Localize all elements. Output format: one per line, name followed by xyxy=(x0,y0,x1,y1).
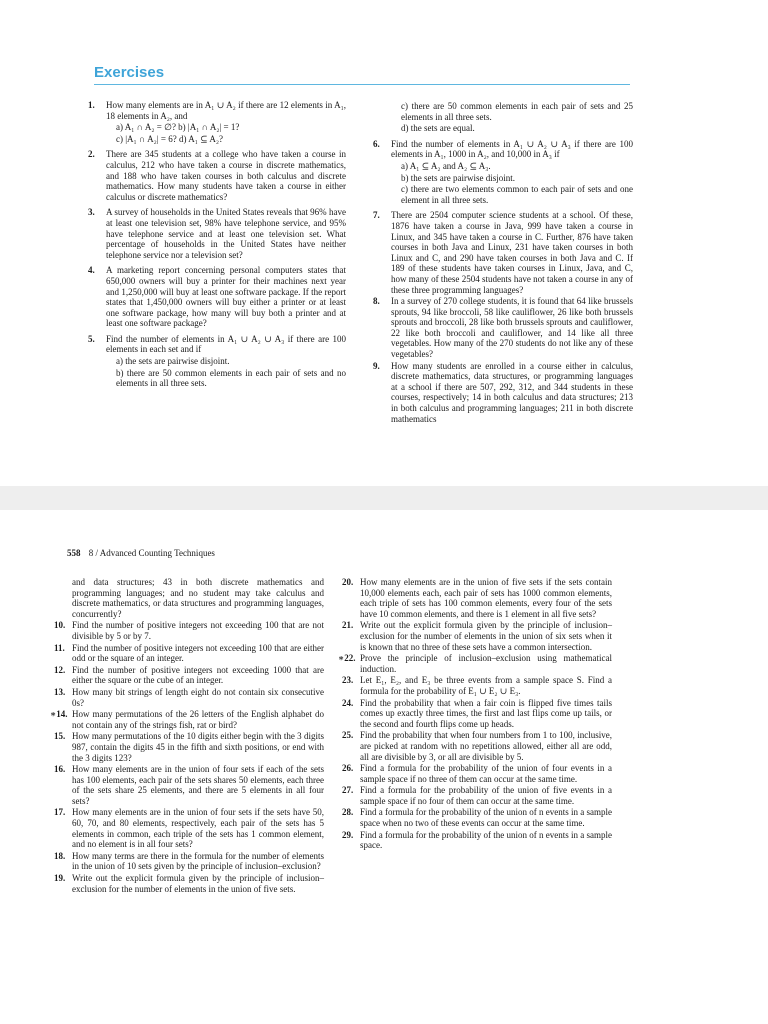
exercise-text: Prove the principle of inclusion–exclusion using mathematical induction. xyxy=(360,653,612,674)
exercise-text: In a survey of 270 college students, it is found that 64 like brussels sprouts, 94 like broccoli, 58 like cauliflower, 26 like both brussels sprouts and broccoli, 28 like both brussels sprouts and cauliflower, 22 like both broccoli and cauliflower, and 14 like all three vegetables. How many of the 270 students do not like any of these vegetables? xyxy=(391,296,633,360)
exercise-part: d) the sets are equal. xyxy=(401,123,475,134)
exercise-19 xyxy=(54,873,324,894)
exercise-text: How many permutations of the 10 digits either begin with the 3 digits 987, contain the digits 45 in the fifth and sixth positions, or end with the 3 digits 123? xyxy=(72,731,324,763)
exercise-15 xyxy=(54,731,324,763)
exercise-number: 2. xyxy=(88,149,95,160)
exercise-text: How many elements are in the union of four sets if the sets have 50, 60, 70, and 80 elements, respectively, each pair of the sets has 5 elements in common, each triple of the sets has 1 common element, and no element is in all four sets? xyxy=(72,807,324,850)
exercise-22 xyxy=(338,653,612,674)
exercise-11 xyxy=(54,642,324,664)
exercise-25 xyxy=(342,730,612,762)
exercise-part: b) the sets are pairwise disjoint. xyxy=(401,172,515,183)
exercise-text: Find the number of elements in A₁ ∪ A₂ ∪ A₃ if there are 100 elements in each set and if xyxy=(106,333,346,355)
running-head xyxy=(67,548,215,558)
exercise-text: How many terms are there in the formula for the number of elements in the union of 10 sets given by the principle of inclusion–exclusion? xyxy=(72,850,324,872)
exercise-20 xyxy=(342,577,612,619)
exercise-text: How many bit strings of length eight do not contain six consecutive 0s? xyxy=(72,686,324,708)
exercise-text: Find a formula for the probability of the union of n events in a sample space when no two of these events can occur at the same time. xyxy=(360,807,612,829)
exercise-18 xyxy=(54,850,324,872)
exercise-28 xyxy=(342,807,612,829)
exercise-1 xyxy=(88,100,346,144)
page-number: 558 xyxy=(67,548,81,558)
exercise-part: b) there are 50 common elements in each pair of sets and no elements in all three sets. xyxy=(116,367,346,389)
exercise-3 xyxy=(88,207,346,260)
lower-left-column xyxy=(50,577,324,895)
exercise-number: 24. xyxy=(342,697,354,708)
exercise-number: 6. xyxy=(373,138,380,149)
exercise-8 xyxy=(373,296,633,360)
exercise-text: How many students are enrolled in a course either in calculus, discrete mathematics, data structures, or programming languages at a school if there are 507, 292, 312, and 344 students in these courses, respectively; 14 in both calculus and data structures; 213 in both calculus and programming languages; 211 in both discrete mathematics xyxy=(391,360,633,424)
exercise-text: Find the number of positive integers not exceeding 1000 that are either the square or the cube of an integer. xyxy=(72,664,324,686)
exercise-text: There are 2504 computer science students at a school. Of these, 1876 have taken a course in Java, 999 have taken a course in Linux, and 345 have taken a course in C. Further, 876 have taken courses in both Java and Linux, 231 have taken courses in both Linux and C, and 290 have taken courses in both Java and C. If 189 of these students have taken courses in Linux, Java, and C, how many of these 2504 students have not taken a course in any of these three programming languages? xyxy=(391,210,633,295)
exercise-number: 10. xyxy=(54,620,66,631)
exercise-9-continued: and data structures; 43 in both discrete mathematics and programming languages; and no student may take calculus and discrete mathematics, or data structures and programming languages, concurrently? xyxy=(72,577,324,619)
exercise-17 xyxy=(54,807,324,850)
upper-right-column xyxy=(373,100,633,425)
exercise-text: Write out the explicit formula given by the principle of inclusion–exclusion for the number of elements in the union of six sets when it is known that no three of these sets have a common intersection. xyxy=(360,620,612,652)
exercise-text: Find a formula for the probability of the union of four events in a sample space if no three of them can occur at the same time. xyxy=(360,763,612,784)
exercise-text: Let E₁, E₂, and E₃ be three events from a sample space S. Find a formula for the probability of E₁ ∪ E₂ ∪ E₃. xyxy=(360,675,612,696)
exercise-6 xyxy=(373,138,633,206)
exercises-heading: Exercises xyxy=(94,64,165,81)
exercise-10 xyxy=(54,620,324,641)
exercise-number: 29. xyxy=(342,829,354,840)
exercise-number: ∗14. xyxy=(50,709,68,720)
exercise-text: Find a formula for the probability of the union of n events in a sample space. xyxy=(360,829,612,851)
exercise-number: 20. xyxy=(342,577,354,587)
exercise-text: There are 345 students at a college who have taken a course in calculus, 212 who have taken a course in discrete mathematics, and 188 who have taken courses in both calculus and discrete mathematics. How many students have taken a course in either calculus or discrete mathematics? xyxy=(106,149,346,202)
exercise-number: 3. xyxy=(88,207,95,218)
exercise-2 xyxy=(88,149,346,202)
exercise-21 xyxy=(342,620,612,652)
exercise-29 xyxy=(342,829,612,851)
exercise-number: 16. xyxy=(54,764,66,775)
exercise-text: Find the probability that when four numbers from 1 to 100, inclusive, are picked at random with no repetitions allowed, either all are odd, all are divisible by 3, or all are divisible by 5. xyxy=(360,730,612,762)
exercise-part: a) A₁ ∩ A₂ = ∅? b) |A₁ ∩ A₂| = 1? xyxy=(116,122,240,133)
exercise-text: How many elements are in A₁ ∪ A₂ if there are 12 elements in A₁, 18 elements in A₂, and xyxy=(106,100,346,121)
exercise-part: c) there are two elements common to each pair of sets and one element in all three sets. xyxy=(401,184,633,205)
exercise-9 xyxy=(373,360,633,425)
exercise-23 xyxy=(342,675,612,696)
exercise-number: 1. xyxy=(88,100,95,110)
exercise-number: 11. xyxy=(54,642,65,653)
exercise-text: How many elements are in the union of four sets if each of the sets has 100 elements, each pair of the sets shares 50 elements, each three of the sets share 25 elements, and there are 5 elements in all four sets? xyxy=(72,764,324,806)
exercise-number: 28. xyxy=(342,807,354,818)
exercise-number: 18. xyxy=(54,850,66,861)
exercise-14 xyxy=(50,709,324,730)
exercise-27 xyxy=(342,785,612,806)
exercise-7 xyxy=(373,210,633,295)
exercise-part: c) there are 50 common elements in each pair of sets and 25 elements in all three sets. xyxy=(401,101,633,122)
exercise-number: 26. xyxy=(342,763,354,774)
exercise-5 xyxy=(88,333,346,389)
exercise-13 xyxy=(54,686,324,708)
exercise-number: ∗22. xyxy=(338,653,356,664)
exercise-26 xyxy=(342,763,612,784)
exercise-text: A survey of households in the United States reveals that 96% have at least one television set, 98% have telephone service, and 95% have telephone service and at least one television set. What percentage of households in the United States have neither telephone service nor a television set? xyxy=(106,207,346,260)
exercise-12 xyxy=(54,664,324,686)
exercise-text: Find the probability that when a fair coin is flipped five times tails comes up exactly three times, the first and last flips come up tails, or the second and fourth flips come up heads. xyxy=(360,697,612,729)
heading-rule xyxy=(94,84,630,85)
exercise-part: a) the sets are pairwise disjoint. xyxy=(116,356,230,367)
exercise-text: Find the number of positive integers not exceeding 100 that are not divisible by 5 or by 7. xyxy=(72,620,324,641)
exercise-text: A marketing report concerning personal computers states that 650,000 owners will buy a printer for their machines next year and 1,250,000 will buy at least one software package. If the report states that 1,450,000 owners will buy either a printer or at least one software package, how many will buy both a printer and at least one software package? xyxy=(106,265,346,329)
exercise-16 xyxy=(54,764,324,806)
exercise-5-continued xyxy=(381,101,633,134)
exercise-text: Find the number of positive integers not exceeding 100 that are either odd or the square of an integer. xyxy=(72,642,324,664)
exercise-number: 5. xyxy=(88,333,95,344)
exercise-number: 27. xyxy=(342,785,354,796)
exercise-number: 17. xyxy=(54,807,66,818)
exercise-number: 8. xyxy=(373,296,380,307)
page-separator xyxy=(0,486,768,510)
exercise-text: How many elements are in the union of five sets if the sets contain 10,000 elements each, each pair of sets has 1000 common elements, each triple of sets has 100 common elements, every four of the sets have 10 common elements, and there is 1 element in all five sets? xyxy=(360,577,612,619)
exercise-24 xyxy=(342,697,612,730)
exercise-text: How many permutations of the 26 letters of the English alphabet do not contain any of the strings fish, rat or bird? xyxy=(72,709,324,730)
exercise-number: 25. xyxy=(342,730,354,741)
exercise-number: 12. xyxy=(54,664,66,675)
exercise-number: 21. xyxy=(342,620,354,631)
exercise-4 xyxy=(88,265,346,329)
exercise-number: 9. xyxy=(373,360,380,371)
exercise-number: 13. xyxy=(54,686,66,697)
exercise-part: a) A₁ ⊆ A₂ and A₂ ⊆ A₃. xyxy=(401,160,491,171)
exercise-number: 15. xyxy=(54,731,66,742)
exercise-number: 19. xyxy=(54,873,66,884)
upper-page xyxy=(0,0,768,486)
exercise-number: 4. xyxy=(88,265,95,276)
exercise-number: 23. xyxy=(342,675,354,686)
upper-left-column xyxy=(88,100,346,390)
exercise-text: Find a formula for the probability of the union of five events in a sample space if no four of them can occur at the same time. xyxy=(360,785,612,806)
exercise-part: c) |A₁ ∩ A₂| = 6? d) A₁ ⊆ A₂? xyxy=(116,133,224,144)
exercise-text: Write out the explicit formula given by the principle of inclusion–exclusion for the number of elements in the union of five sets. xyxy=(72,873,324,894)
lower-right-column xyxy=(338,577,612,852)
chapter-title: 8 / Advanced Counting Techniques xyxy=(88,548,215,558)
exercise-text: Find the number of elements in A₁ ∪ A₂ ∪ A₃ if there are 100 elements in A₁, 1000 in A₂, and 10,000 in A₃ if xyxy=(391,138,633,160)
exercise-number: 7. xyxy=(373,210,380,221)
